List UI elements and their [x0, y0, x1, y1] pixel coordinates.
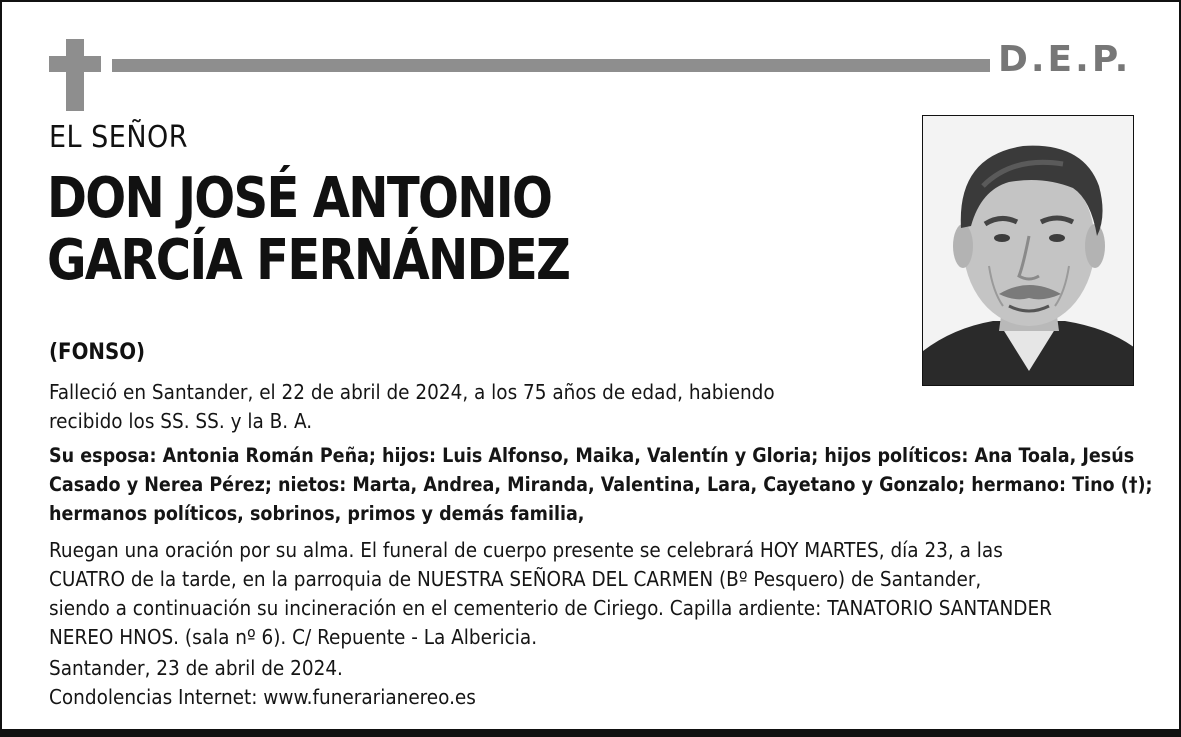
family-line: Casado y Nerea Pérez; nietos: Marta, Andrea, Miranda, Valentina, Lara, Cayetano y Gonzalo; hermano: Tino (†);	[49, 473, 1153, 496]
service-line: siendo a continuación su incineración en el cementerio de Ciriego. Capilla ardiente: TANATORIO SANTANDER	[49, 596, 1052, 620]
service-line: NEREO HNOS. (sala nº 6). C/ Repuente - La Albericia.	[49, 625, 538, 649]
death-notice-line: recibido los SS. SS. y la B. A.	[49, 409, 313, 433]
family-list	[49, 441, 1159, 528]
death-notice-line: Falleció en Santander, el 22 de abril de 2024, a los 75 años de edad, habiendo	[49, 380, 775, 404]
nickname: (FONSO)	[49, 340, 146, 365]
service-line: Ruegan una oración por su alma. El funeral de cuerpo presente se celebrará HOY MARTES, día 23, a las	[49, 538, 1003, 562]
name-line-2: GARCÍA FERNÁNDEZ	[47, 228, 570, 293]
footer-rule	[2, 729, 1179, 735]
deceased-name	[47, 168, 569, 292]
condolences-website: Condolencias Internet: www.funerarianereo.es	[49, 685, 476, 709]
header-rule	[112, 59, 990, 72]
funeral-service-details	[49, 536, 1159, 652]
family-line: hermanos políticos, sobrinos, primos y demás familia,	[49, 502, 585, 525]
honorific: EL SEÑOR	[49, 120, 189, 155]
cross-icon	[49, 39, 101, 111]
family-line: Su esposa: Antonia Román Peña; hijos: Luis Alfonso, Maika, Valentín y Gloria; hijos políticos: Ana Toala, Jesús	[49, 444, 1135, 467]
portrait-photo	[922, 115, 1134, 386]
service-line: CUATRO de la tarde, en la parroquia de NUESTRA SEÑORA DEL CARMEN (Bº Pesquero) de Santander,	[49, 567, 982, 591]
name-line-1: DON JOSÉ ANTONIO	[47, 166, 552, 231]
dep-label: D.E.P.	[998, 39, 1132, 80]
death-notice	[49, 378, 849, 436]
place-date: Santander, 23 de abril de 2024.	[49, 656, 343, 680]
closing-block	[49, 654, 849, 712]
